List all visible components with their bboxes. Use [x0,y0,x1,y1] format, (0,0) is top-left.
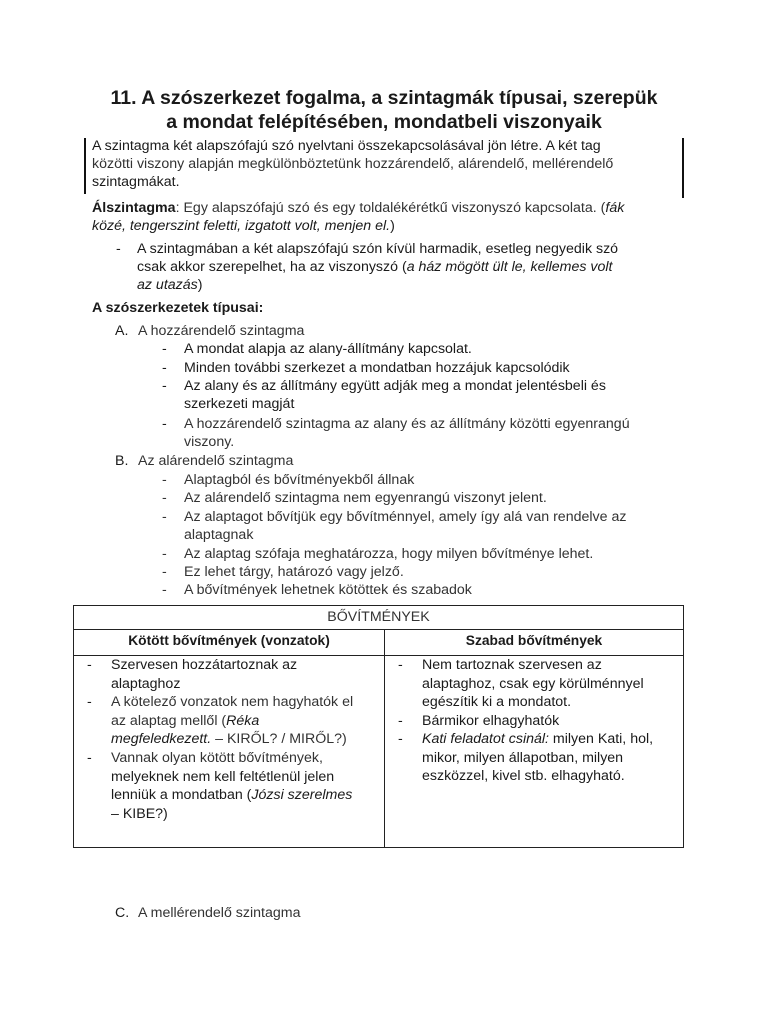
left-item-2-example: Réka [226,712,260,729]
intro-line-3: szintagmákat. [92,174,180,191]
section-b-title: Az alárendelő szintagma [138,453,294,469]
left-item-3-question: – KIBE?) [111,805,168,822]
intro-paragraph [92,137,692,192]
left-change-bar [84,138,86,194]
section-b-marker: B. [115,453,129,469]
table-column-divider [384,629,385,847]
alszintagma-paragraph [92,199,692,235]
section-a-item-text-cont: szerkezeti magját [184,396,295,413]
alszintagma-bullet-example-end: az utazás [137,277,198,294]
left-item-3-line-1: Vannak olyan kötött bővítmények, [111,750,323,766]
section-a-item-text: Minden további szerkezet a mondatban hozzájuk kapcsolódik [184,360,570,376]
bullet-dash: - [162,582,167,598]
right-item-3-line-2: mikor, milyen állapotban, milyen [422,749,624,766]
bullet-dash: - [116,241,121,257]
bovitmenyek-table [73,605,684,848]
bullet-dash: - [87,657,92,673]
section-a-item-text-cont: viszony. [184,434,235,451]
section-b-item-text: Az alaptagot bővítjük egy bővítménnyel, amely így alá van rendelve az [184,509,627,525]
bullet-dash: - [162,564,167,580]
section-c-marker: C. [115,905,130,921]
bullet-dash: - [162,546,167,562]
alszintagma-bullet-line-2: csak akkor szerepelhet, ha az viszonyszó ( [137,259,407,276]
table-header: BŐVÍTMÉNYEK [327,609,430,625]
alszintagma-bullet-example: a ház mögött ült le, kellemes volt [406,259,613,276]
left-item-2-question: – KIRŐL? / MIRŐL?) [211,731,347,748]
left-item-3-line-3: lenniük a mondatban ( [111,787,252,804]
intro-line-1: A szintagma két alapszófajú szó nyelvtani összekapcsolásával jön létre. A két tag [92,138,601,154]
right-item-1-line-1: Nem tartoznak szervesen az [422,657,602,673]
section-a-marker: A. [115,323,129,339]
right-item-1-line-2: alaptaghoz, csak egy körülménnyel [422,675,644,692]
bullet-dash: - [87,750,92,766]
table-col1-header: Kötött bővítmények (vonzatok) [128,633,330,648]
section-b-item-text: Ez lehet tárgy, határozó vagy jelző. [184,564,404,580]
alszintagma-definition: : Egy alapszófajú szó és egy toldalékérétkű viszonyszó kapcsolata. ( [175,200,606,216]
alszintagma-example-1: fák [605,200,625,216]
section-b-item-text-cont: alaptagnak [184,527,254,544]
alszintagma-close: ) [390,218,395,235]
right-item-3-example: Kati feladatot csinál: [422,731,549,747]
types-heading: A szószerkezetek típusai: [92,300,264,316]
intro-line-2: közötti viszony alapján megkülönböztetünk hozzárendelő, alárendelő, mellérendelő [92,156,614,173]
left-item-2-line-1: A kötelező vonzatok nem hagyhatók el [111,694,354,710]
right-item-3-line-3: eszközzel, kivel stb. elhagyható. [422,768,625,785]
bullet-dash: - [398,713,403,729]
right-item-3 [422,730,680,786]
right-item-2: Bármikor elhagyhatók [422,713,560,729]
right-item-3-line-1: milyen Kati, hol, [548,731,654,747]
left-item-2-line-2: az alaptag mellől ( [111,712,227,729]
section-a-item-text: A mondat alapja az alany-állítmány kapcsolat. [184,341,472,357]
left-item-3-line-2: melyeknek nem kell feltétlenül jelen [111,768,335,785]
bullet-dash: - [162,378,167,394]
title-line-2: a mondat felépítésében, mondatbeli viszonyaik [166,111,602,133]
section-b-item-text: A bővítmények lehetnek kötöttek és szabadok [184,582,472,598]
alszintagma-bullet-close: ) [197,277,203,294]
bullet-dash: - [162,490,167,506]
left-item-3 [111,749,379,823]
section-b-item-text: Az alaptag szófaja meghatározza, hogy milyen bővítménye lehet. [184,546,594,562]
left-item-1 [111,656,379,693]
left-item-2 [111,693,383,749]
section-c-title: A mellérendelő szintagma [138,905,301,921]
bullet-dash: - [162,416,167,432]
title-line-1: 11. A szószerkezet fogalma, a szintagmák típusai, szerepük [110,87,658,109]
right-item-1-line-3: egészítik ki a mondatot. [422,694,572,711]
bullet-dash: - [162,341,167,357]
bullet-dash: - [87,694,92,710]
alszintagma-term: Álszintagma [92,200,176,216]
left-item-1-line-1: Szervesen hozzátartoznak az [111,657,298,673]
alszintagma-bullet-line-1: A szintagmában a két alapszófajú szón kívül harmadik, esetleg negyedik szó [137,241,619,257]
bullet-dash: - [162,360,167,376]
table-divider [74,629,683,630]
alszintagma-example-2: közé, tengerszint feletti, izgatott volt, menjen el. [92,218,391,235]
right-item-1 [422,656,680,712]
bullet-dash: - [398,731,403,747]
left-item-1-line-2: alaptaghoz [111,675,181,692]
left-item-3-example: Józsi szerelmes [251,787,353,804]
section-a-item-text: A hozzárendelő szintagma az alany és az állítmány közötti egyenrangú [184,416,630,432]
bullet-dash: - [162,472,167,488]
bullet-dash: - [398,657,403,673]
section-a-title: A hozzárendelő szintagma [138,323,305,339]
page-title [74,86,694,134]
section-b-item-text: Az alárendelő szintagma nem egyenrangú viszonyt jelent. [184,490,547,506]
bullet-dash: - [162,509,167,525]
left-item-2-example-cont: megfeledkezett. [111,731,212,748]
table-col2-header: Szabad bővítmények [465,633,603,648]
section-b-item-text: Alaptagból és bővítményekből állnak [184,472,415,488]
section-a-item-text: Az alany és az állítmány együtt adják meg a mondat jelentésbeli és [184,378,606,394]
